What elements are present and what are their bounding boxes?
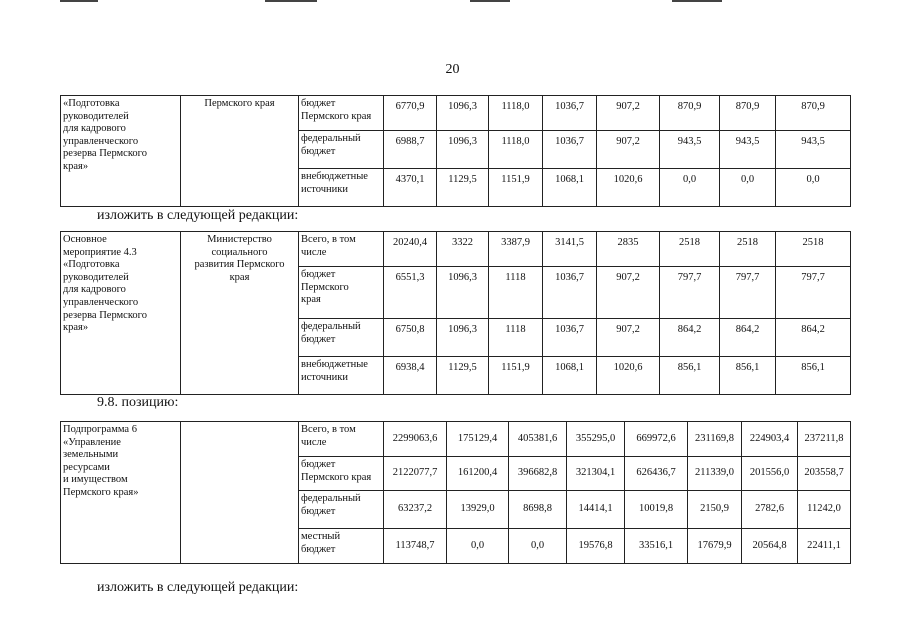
table-section-1	[60, 95, 851, 207]
value-cell: 2518	[660, 232, 720, 267]
value-cell: 669972,6	[625, 422, 688, 457]
value-cell: 231169,8	[688, 422, 742, 457]
value-cell: 1151,9	[489, 357, 543, 395]
value-cell: 626436,7	[625, 457, 688, 491]
value-cell: 321304,1	[567, 457, 625, 491]
value-cell: 6770,9	[384, 96, 437, 131]
value-cell: 14414,1	[567, 491, 625, 529]
value-cell: 20240,4	[384, 232, 437, 267]
value-cell: 1020,6	[597, 357, 660, 395]
value-cell: 856,1	[660, 357, 720, 395]
value-cell: 943,5	[660, 131, 720, 169]
value-cell: 907,2	[597, 96, 660, 131]
value-cell: 1118	[489, 267, 543, 319]
value-cell: 203558,7	[798, 457, 851, 491]
funding-source-cell: внебюджетные источники	[299, 357, 384, 395]
value-cell: 6938,4	[384, 357, 437, 395]
value-cell: 19576,8	[567, 529, 625, 564]
value-cell: 2299063,6	[384, 422, 447, 457]
value-cell: 1118,0	[489, 96, 543, 131]
value-cell: 1118,0	[489, 131, 543, 169]
value-cell: 943,5	[720, 131, 776, 169]
value-cell: 201556,0	[742, 457, 798, 491]
funding-source-cell: бюджет Пермского края	[299, 96, 384, 131]
funding-source-cell: федеральный бюджет	[299, 491, 384, 529]
value-cell: 797,7	[776, 267, 851, 319]
value-cell: 0,0	[447, 529, 509, 564]
responsible-cell: Министерство социального развития Пермского края	[181, 232, 299, 395]
value-cell: 1129,5	[437, 169, 489, 207]
value-cell: 1036,7	[543, 131, 597, 169]
value-cell: 17679,9	[688, 529, 742, 564]
paragraph-position-9-8: 9.8. позицию:	[97, 395, 179, 410]
value-cell: 3387,9	[489, 232, 543, 267]
value-cell: 1118	[489, 319, 543, 357]
value-cell: 10019,8	[625, 491, 688, 529]
value-cell: 856,1	[776, 357, 851, 395]
table-row	[61, 232, 851, 267]
value-cell: 864,2	[776, 319, 851, 357]
responsible-cell	[181, 422, 299, 564]
value-cell: 943,5	[776, 131, 851, 169]
value-cell: 1036,7	[543, 319, 597, 357]
value-cell: 0,0	[509, 529, 567, 564]
value-cell: 1129,5	[437, 357, 489, 395]
value-cell: 3141,5	[543, 232, 597, 267]
value-cell: 6988,7	[384, 131, 437, 169]
measure-name-cell: Основное мероприятие 4.3 «Подготовка руководителей для кадрового управленческого резерва Пермского края»	[61, 232, 181, 395]
funding-source-cell: бюджет Пермского края	[299, 267, 384, 319]
value-cell: 405381,6	[509, 422, 567, 457]
value-cell: 0,0	[660, 169, 720, 207]
value-cell: 1036,7	[543, 267, 597, 319]
value-cell: 6750,8	[384, 319, 437, 357]
paragraph-edit-instruction-2: изложить в следующей редакции:	[97, 580, 299, 595]
value-cell: 396682,8	[509, 457, 567, 491]
value-cell: 1036,7	[543, 96, 597, 131]
value-cell: 211339,0	[688, 457, 742, 491]
value-cell: 2150,9	[688, 491, 742, 529]
value-cell: 13929,0	[447, 491, 509, 529]
value-cell: 8698,8	[509, 491, 567, 529]
value-cell: 20564,8	[742, 529, 798, 564]
value-cell: 856,1	[720, 357, 776, 395]
value-cell: 2782,6	[742, 491, 798, 529]
value-cell: 0,0	[720, 169, 776, 207]
value-cell: 161200,4	[447, 457, 509, 491]
value-cell: 907,2	[597, 131, 660, 169]
value-cell: 224903,4	[742, 422, 798, 457]
value-cell: 1096,3	[437, 319, 489, 357]
funding-source-cell: Всего, в том числе	[299, 422, 384, 457]
funding-source-cell: местный бюджет	[299, 529, 384, 564]
value-cell: 1151,9	[489, 169, 543, 207]
paragraph-edit-instruction-1: изложить в следующей редакции:	[97, 208, 299, 223]
value-cell: 870,9	[660, 96, 720, 131]
value-cell: 797,7	[660, 267, 720, 319]
value-cell: 797,7	[720, 267, 776, 319]
funding-source-cell: федеральный бюджет	[299, 319, 384, 357]
value-cell: 907,2	[597, 267, 660, 319]
funding-source-cell: федеральный бюджет	[299, 131, 384, 169]
value-cell: 1068,1	[543, 357, 597, 395]
page-number: 20	[445, 62, 460, 77]
value-cell: 0,0	[776, 169, 851, 207]
value-cell: 11242,0	[798, 491, 851, 529]
responsible-cell: Пермского края	[181, 96, 299, 207]
value-cell: 864,2	[660, 319, 720, 357]
value-cell: 355295,0	[567, 422, 625, 457]
value-cell: 1096,3	[437, 267, 489, 319]
value-cell: 6551,3	[384, 267, 437, 319]
value-cell: 1020,6	[597, 169, 660, 207]
value-cell: 113748,7	[384, 529, 447, 564]
funding-source-cell: внебюджетные источники	[299, 169, 384, 207]
value-cell: 1068,1	[543, 169, 597, 207]
value-cell: 22411,1	[798, 529, 851, 564]
table-section-2	[60, 231, 851, 395]
measure-name-cell: Подпрограмма 6 «Управление земельными ресурсами и имуществом Пермского края»	[61, 422, 181, 564]
value-cell: 33516,1	[625, 529, 688, 564]
value-cell: 63237,2	[384, 491, 447, 529]
funding-source-cell: бюджет Пермского края	[299, 457, 384, 491]
value-cell: 1096,3	[437, 131, 489, 169]
value-cell: 870,9	[776, 96, 851, 131]
value-cell: 4370,1	[384, 169, 437, 207]
value-cell: 1096,3	[437, 96, 489, 131]
measure-name-cell: «Подготовка руководителей для кадрового управленческого резерва Пермского края»	[61, 96, 181, 207]
value-cell: 2518	[776, 232, 851, 267]
funding-source-cell: Всего, в том числе	[299, 232, 384, 267]
value-cell: 2122077,7	[384, 457, 447, 491]
table-row	[61, 422, 851, 457]
value-cell: 870,9	[720, 96, 776, 131]
value-cell: 2835	[597, 232, 660, 267]
value-cell: 3322	[437, 232, 489, 267]
table-row	[61, 96, 851, 131]
value-cell: 907,2	[597, 319, 660, 357]
value-cell: 237211,8	[798, 422, 851, 457]
value-cell: 2518	[720, 232, 776, 267]
value-cell: 175129,4	[447, 422, 509, 457]
table-section-3	[60, 421, 851, 564]
value-cell: 864,2	[720, 319, 776, 357]
